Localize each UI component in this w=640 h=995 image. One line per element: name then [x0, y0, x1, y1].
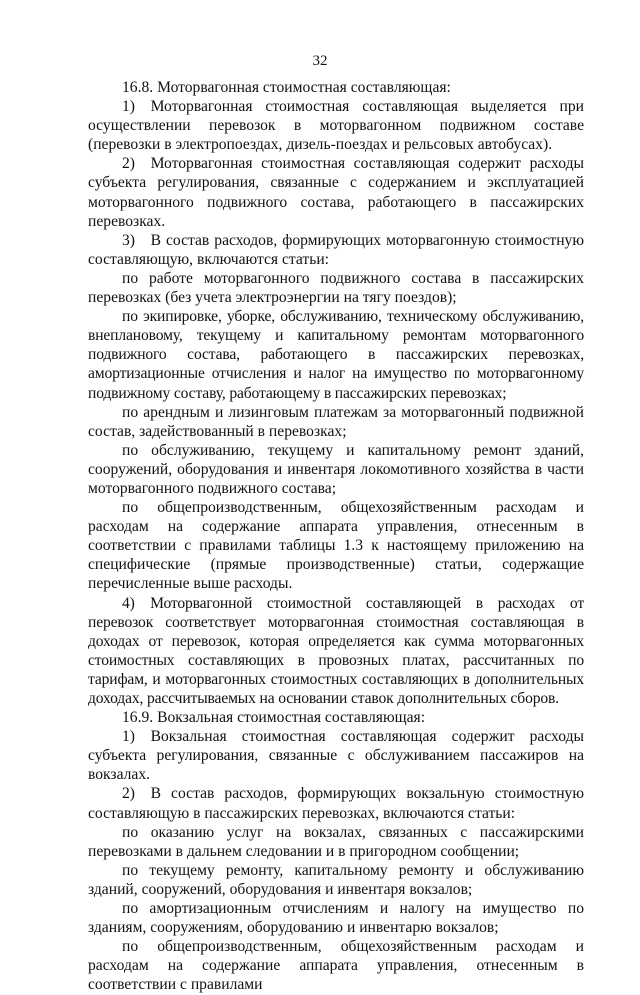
list-item-paragraph: по обслуживанию, текущему и капитальному ремонт зданий, сооружений, оборудования и инвентаря локомотивного хозяйства в части моторвагонного подвижного состава; [88, 441, 584, 497]
list-item-paragraph: по арендным и лизинговым платежам за моторвагонный подвижной состав, задействованный в перевозках; [88, 403, 584, 440]
list-item-paragraph: по общепроизводственным, общехозяйственным расходам и расходам на содержание аппарата управления, отнесенным в соответствии с правилами таблицы 1.3 к настоящему приложению на специфические (прямые производственные) статьи, содержащие перечисленные выше расходы. [88, 499, 584, 593]
section-heading-16-8: 16.8. Моторвагонная стоимостная составляющая: [122, 79, 451, 96]
paragraph: 3) В состав расходов, формирующих моторвагонную стоимостную составляющую, включаются статьи: [88, 231, 584, 268]
list-item-paragraph: по экипировке, уборке, обслуживанию, техническому обслуживанию, внеплановому, текущему и капитальному ремонтам моторвагонного подвижного состава, работающего в пассажирских перевозках, амортизационные отчисления и налог на имущество по моторвагонному подвижному составу, работающему в пассажирских перевозках; [88, 308, 584, 402]
list-item-paragraph: по амортизационным отчислениям и налогу на имущество по зданиям, сооружениям, оборудованию и инвентарю вокзалов; [88, 900, 584, 937]
list-item-paragraph: по общепроизводственным, общехозяйственным расходам и расходам на содержание аппарата управления, отнесенным в соответствии с правилами [88, 938, 584, 994]
page-number: 32 [312, 53, 328, 69]
paragraph: 2) В состав расходов, формирующих вокзальную стоимостную составляющую в пассажирских перевозках, включаются статьи: [88, 785, 584, 822]
paragraph: 2) Моторвагонная стоимостная составляющая содержит расходы субъекта регулирования, связанные с содержанием и эксплуатацией моторвагонного подвижного состава, работающего в пассажирских перевозках. [88, 155, 584, 230]
list-item-paragraph: по оказанию услуг на вокзалах, связанных с пассажирскими перевозками в дальнем следовании и в пригородном сообщении; [88, 823, 584, 860]
paragraph: 1) Вокзальная стоимостная составляющая содержит расходы субъекта регулирования, связанные с обслуживанием пассажиров на вокзалах. [88, 728, 584, 784]
paragraph: 1) Моторвагонная стоимостная составляющая выделяется при осуществлении перевозок в моторвагонном подвижном составе (перевозки в электропоездах, дизель-поездах и рельсовых автобусах). [88, 98, 584, 154]
document-body [88, 78, 584, 995]
list-item-paragraph: по текущему ремонту, капитальному ремонту и обслуживанию зданий, сооружений, оборудования и инвентаря вокзалов; [88, 861, 584, 898]
paragraph: 4) Моторвагонной стоимостной составляющей в расходах от перевозок соответствует моторвагонная стоимостная составляющая в доходах от перевозок, которая определяется как сумма моторвагонных стоимостных составляющих в провозных платах, рассчитанных по тарифам, и моторвагонных стоимостных составляющих в дополнительных доходах, рассчитываемых на основании ставок дополнительных сборов. [88, 594, 584, 707]
list-item-paragraph: по работе моторвагонного подвижного состава в пассажирских перевозках (без учета электроэнергии на тягу поездов); [88, 269, 584, 307]
section-heading-16-9: 16.9. Вокзальная стоимостная составляющая: [122, 709, 426, 727]
